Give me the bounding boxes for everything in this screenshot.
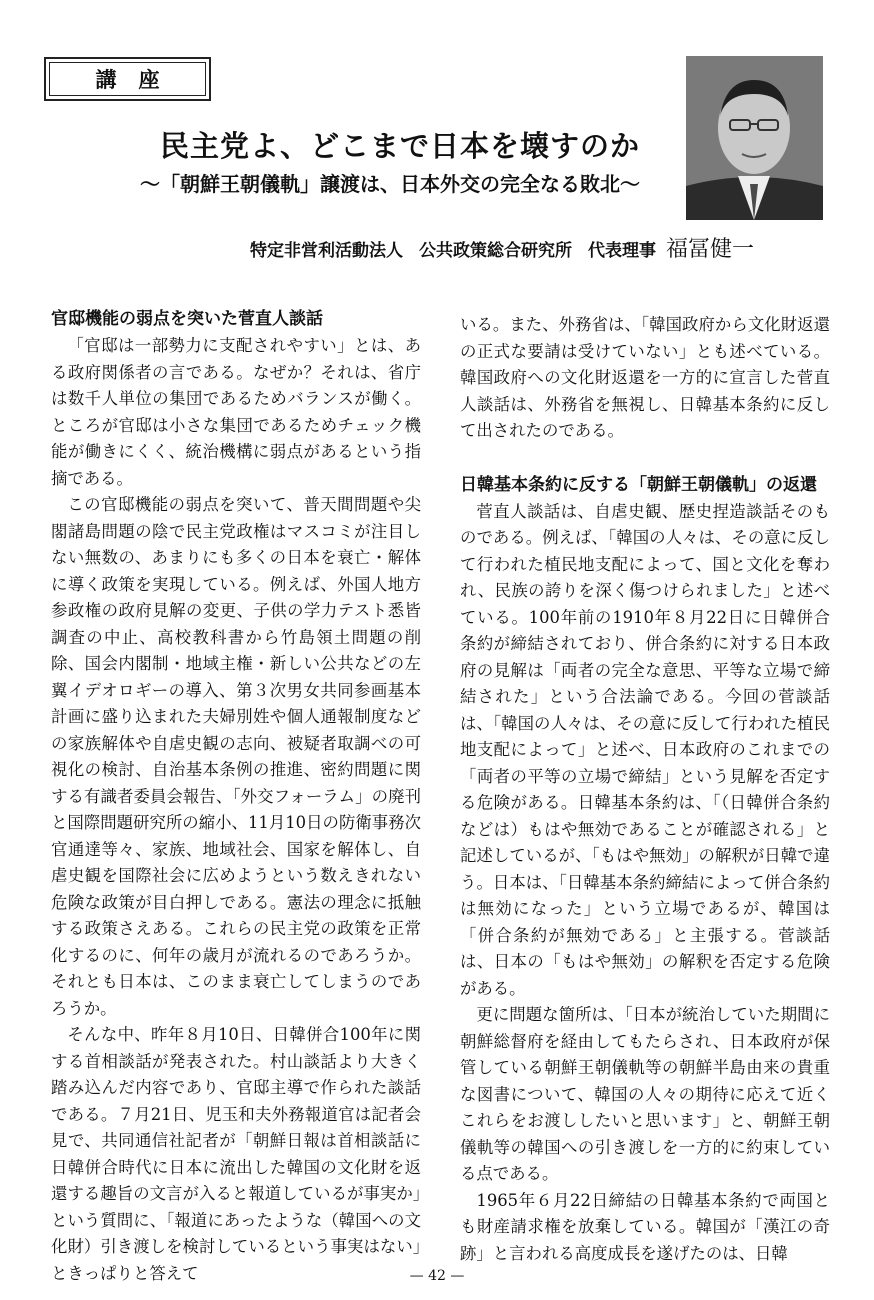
author-org2: 公共政策総合研究所 <box>419 241 572 261</box>
paragraph: 更に問題な箇所は、「日本が統治していた期間に朝鮮総督府を経由してもたらされ、日本政府が保管している朝鮮王朝儀軌等の朝鮮半島由来の貴重な図書について、韓国の人々の期待に応えて近くこれらをお渡ししたいと思います」と、朝鮮王朝儀軌等の韓国への引き渡しを一方的に約束している点である。 <box>460 1005 830 1183</box>
paragraph: この官邸機能の弱点を突いて、普天間問題や尖閣諸島問題の陰で民主党政権はマスコミが注目しない無数の、あまりにも多くの日本を衰亡・解体に導く政策を実現している。例えば、外国人地方参政権の政府見解の変更、子供の学力テスト悉皆調査の中止、高校教科書から竹島領土問題の削除、国会内閣制・地域主権・新しい公共などの左翼イデオロギーの導入、第３次男女共同参画基本計画に盛り込まれた夫婦別姓や個人通報制度などの家族解体や自虐史観の志向、被疑者取調べの可視化の検討、自治基本条例の推進、密約問題に関する有識者委員会報告、「外交フォーラム」の廃刊と国際問題研究所の縮小、11月10日の防衛事務次官通達等々、家族、地域社会、国家を解体し、自虐史観を国際社会に広めようという数えきれない危険な政策が目白押しである。憲法の理念に抵触する政策さえある。これらの民主党の政策を正常化するのに、何年の歳月が流れるのであろうか。それとも日本は、このまま衰亡してしまうのであろうか。 <box>51 495 421 1018</box>
left-column <box>51 306 421 1287</box>
page-number: — 42 — <box>409 1268 465 1284</box>
section-heading: 日韓基本条約に反する「朝鮮王朝儀軌」の返還 <box>460 474 817 495</box>
section-heading: 官邸機能の弱点を突いた菅直人談話 <box>51 309 323 329</box>
paragraph: そんな中、昨年８月10日、日韓併合100年に関する首相談話が発表された。村山談話より大きく踏み込んだ内容であり、官邸主導で作られた談話である。７月21日、児玉和夫外務報道官は記者会見で、共同通信社記者が「朝鮮日報は首相談話に日韓併合時代に日本に流出した韓国の文化財を返還する趣旨の文言が入ると報道しているが事実か」という質問に、「報道にあったような（韓国への文化財）引き渡しを検討しているという事実はない」ときっぱりと答えて <box>51 1025 421 1283</box>
author-name: 福冨健一 <box>666 237 755 262</box>
section-label <box>44 57 211 101</box>
right-column <box>460 312 830 1267</box>
article-subtitle: 〜「朝鮮王朝儀軌」譲渡は、日本外交の完全なる敗北〜 <box>140 172 640 196</box>
author-line <box>250 232 754 263</box>
paragraph: 1965年６月22日締結の日韓基本条約で両国とも財産請求権を放棄している。韓国が「漢江の奇跡」と言われる高度成長を遂げたのは、日韓 <box>460 1190 830 1263</box>
paragraph: いる。また、外務省は、「韓国政府から文化財返還の正式な要請は受けていない」とも述べている。韓国政府への文化財返還を一方的に宣言した菅直人談話は、外務省を無視し、日韓基本条約に反して出されたのである。 <box>460 315 830 440</box>
paragraph: 菅直人談話は、自虐史観、歴史捏造談話そのものである。例えば、「韓国の人々は、その意に反して行われた植民地支配によって、国と文化を奪われ、民族の誇りを深く傷つけられました」と述べている。100年前の1910年８月22日に日韓併合条約が締結されており、併合条約に対する日本政府の見解は「両者の完全な意思、平等な立場で締結された」という合法論である。今回の菅談話は、「韓国の人々は、その意に反して行われた植民地支配によって」と述べ、日本政府のこれまでの「両者の平等の立場で締結」という見解を否定する危険がある。日韓基本条約は、「（日韓併合条約などは）もはや無効であることが確認される」と記述しているが、「もはや無効」の解釈が日韓で違う。日本は、「日韓基本条約締結によって併合条約は無効になった」という立場であるが、韓国は「併合条約が無効である」と主張する。菅談話は、日本の「もはや無効」の解釈を否定する危険がある。 <box>460 501 830 998</box>
author-role: 代表理事 <box>588 241 656 261</box>
author-org1: 特定非営利活動法人 <box>250 241 403 261</box>
author-photo <box>686 56 823 220</box>
paragraph: 「官邸は一部勢力に支配されやすい」とは、ある政府関係者の言である。なぜか？それは、省庁は数千人単位の集団であるためバランスが働く。ところが官邸は小さな集団であるためチェック機能が働きにくく、統治機構に弱点があるという指摘である。 <box>51 336 421 488</box>
article-title: 民主党よ、どこまで日本を壊すのか <box>159 129 640 163</box>
section-label-text: 講座 <box>49 62 206 96</box>
